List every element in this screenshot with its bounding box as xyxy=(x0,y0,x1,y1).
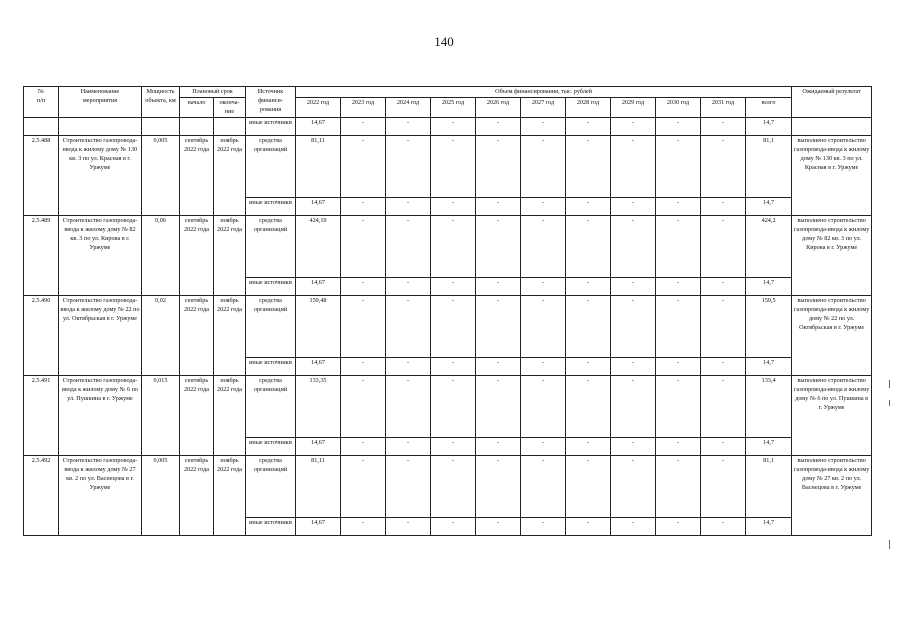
dash-cell: - xyxy=(611,517,656,535)
row-source-other: иные источники xyxy=(246,197,296,215)
row-total-other: 14,7 xyxy=(746,357,792,375)
dash-cell: - xyxy=(431,437,476,455)
dash-cell: - xyxy=(431,295,476,357)
dash-cell: - xyxy=(566,295,611,357)
row-result: выполнено строительство газопровода-ввода к жилому дому № 22 по ул. Октябрьская в г. Уржуме xyxy=(792,295,872,375)
row-value-2022: 81,11 xyxy=(296,135,341,197)
dash-cell: - xyxy=(431,277,476,295)
row-source-orgs: средства организаций xyxy=(246,215,296,277)
dash-cell: - xyxy=(521,375,566,437)
row-value-2022: 159,48 xyxy=(296,295,341,357)
row-source-orgs: средства организаций xyxy=(246,295,296,357)
dash-cell: - xyxy=(656,135,701,197)
dash-cell: - xyxy=(521,117,566,135)
dash-cell: - xyxy=(656,437,701,455)
dash-cell: - xyxy=(611,277,656,295)
header-year: 2029 год xyxy=(611,98,656,118)
table-row xyxy=(24,295,872,357)
row-end: ноябрь 2022 года xyxy=(214,215,246,295)
dash-cell: - xyxy=(521,277,566,295)
dash-cell: - xyxy=(611,197,656,215)
dash-cell: - xyxy=(386,517,431,535)
row-total: 81,1 xyxy=(746,135,792,197)
table-row-top xyxy=(24,117,872,135)
top-source: иные источники xyxy=(246,117,296,135)
dash-cell: - xyxy=(521,455,566,517)
dash-cell: - xyxy=(521,517,566,535)
dash-cell: - xyxy=(521,135,566,197)
header-year: 2023 год xyxy=(341,98,386,118)
dash-cell: - xyxy=(611,437,656,455)
dash-cell: - xyxy=(656,117,701,135)
dash-cell: - xyxy=(386,357,431,375)
dash-cell: - xyxy=(341,277,386,295)
dash-cell: - xyxy=(701,197,746,215)
dash-cell: - xyxy=(566,517,611,535)
dash-cell: - xyxy=(431,375,476,437)
row-name: Строительство газопровода-ввода к жилому дому № 82 кв. 3 по ул. Кирова в г. Уржуме xyxy=(59,215,142,295)
row-number: 2.5.488 xyxy=(24,135,59,215)
row-value-2022-other: 14,67 xyxy=(296,437,341,455)
dash-cell: - xyxy=(386,295,431,357)
dash-cell: - xyxy=(476,455,521,517)
header-start: начало xyxy=(180,98,214,118)
dash-cell: - xyxy=(476,295,521,357)
header-year: 2022 год xyxy=(296,98,341,118)
dash-cell: - xyxy=(701,357,746,375)
dash-cell: - xyxy=(476,517,521,535)
cell-empty xyxy=(214,117,246,135)
row-value-2022-other: 14,67 xyxy=(296,517,341,535)
dash-cell: - xyxy=(476,197,521,215)
dash-cell: - xyxy=(341,295,386,357)
cell-empty xyxy=(59,117,142,135)
dash-cell: - xyxy=(431,117,476,135)
dash-cell: - xyxy=(341,197,386,215)
dash-cell: - xyxy=(611,375,656,437)
row-name: Строительство газопровода-ввода к жилому дому № 130 кв. 3 по ул. Красная в г. Уржуме xyxy=(59,135,142,215)
dash-cell: - xyxy=(566,277,611,295)
header-period: Плановый срок xyxy=(180,87,246,98)
row-total-other: 14,7 xyxy=(746,437,792,455)
dash-cell: - xyxy=(566,197,611,215)
row-number: 2.5.492 xyxy=(24,455,59,535)
header-volume: Объем финансирования, тыс. рублей xyxy=(296,87,792,98)
dash-cell: - xyxy=(701,117,746,135)
header-year: 2031 год xyxy=(701,98,746,118)
dash-cell: - xyxy=(611,357,656,375)
row-source-orgs: средства организаций xyxy=(246,455,296,517)
row-number: 2.5.490 xyxy=(24,295,59,375)
scan-mark xyxy=(889,540,890,549)
table-row xyxy=(24,375,872,437)
page-number: 140 xyxy=(434,34,454,49)
row-total-other: 14,7 xyxy=(746,517,792,535)
row-name: Строительство газопровода-ввода к жилому дому № 22 по ул. Октябрьская в г. Уржуме xyxy=(59,295,142,375)
dash-cell: - xyxy=(431,215,476,277)
dash-cell: - xyxy=(611,215,656,277)
row-source-orgs: средства организаций xyxy=(246,375,296,437)
scan-mark xyxy=(889,400,890,406)
header-year: 2027 год xyxy=(521,98,566,118)
row-source-other: иные источники xyxy=(246,517,296,535)
dash-cell: - xyxy=(701,517,746,535)
dash-cell: - xyxy=(476,357,521,375)
row-source-other: иные источники xyxy=(246,437,296,455)
dash-cell: - xyxy=(656,455,701,517)
dash-cell: - xyxy=(476,437,521,455)
cell-empty xyxy=(792,117,872,135)
dash-cell: - xyxy=(611,117,656,135)
dash-cell: - xyxy=(341,437,386,455)
dash-cell: - xyxy=(431,455,476,517)
row-start: сентябрь 2022 года xyxy=(180,295,214,375)
financing-table xyxy=(23,86,872,536)
dash-cell: - xyxy=(701,375,746,437)
dash-cell: - xyxy=(341,117,386,135)
dash-cell: - xyxy=(521,197,566,215)
dash-cell: - xyxy=(521,215,566,277)
dash-cell: - xyxy=(611,295,656,357)
dash-cell: - xyxy=(476,135,521,197)
dash-cell: - xyxy=(611,135,656,197)
cell-empty xyxy=(180,117,214,135)
dash-cell: - xyxy=(386,215,431,277)
row-total: 424,2 xyxy=(746,215,792,277)
dash-cell: - xyxy=(566,437,611,455)
row-power: 0,06 xyxy=(142,215,180,295)
dash-cell: - xyxy=(701,437,746,455)
row-power: 0,005 xyxy=(142,135,180,215)
header-year: 2028 год xyxy=(566,98,611,118)
row-name: Строительство газопровода-ввода к жилому дому № 27 кв. 2 по ул. Васнецова в г. Уржуме xyxy=(59,455,142,535)
row-end: ноябрь 2022 года xyxy=(214,295,246,375)
row-power: 0,015 xyxy=(142,375,180,455)
dash-cell: - xyxy=(341,357,386,375)
row-end: ноябрь 2022 года xyxy=(214,135,246,215)
dash-cell: - xyxy=(476,277,521,295)
cell-empty xyxy=(142,117,180,135)
dash-cell: - xyxy=(656,197,701,215)
dash-cell: - xyxy=(386,375,431,437)
dash-cell: - xyxy=(566,117,611,135)
row-result: выполнено строительство газопровода-ввода к жилому дому № 130 кв. 3 по ул. Красная в г. Уржуме xyxy=(792,135,872,215)
dash-cell: - xyxy=(566,215,611,277)
row-result: выполнено строительство газопровода-ввода в жилому дому № 6 по ул. Пушкина в г. Уржуме xyxy=(792,375,872,455)
dash-cell: - xyxy=(701,295,746,357)
header-name: Наименование мероприятия xyxy=(59,87,142,118)
row-source-other: иные источники xyxy=(246,277,296,295)
dash-cell: - xyxy=(386,135,431,197)
header-sources: Источник финанси- рования xyxy=(246,87,296,118)
row-end: ноябрь 2022 года xyxy=(214,375,246,455)
row-end: ноябрь 2022 года xyxy=(214,455,246,535)
dash-cell: - xyxy=(656,357,701,375)
cell-empty xyxy=(24,117,59,135)
dash-cell: - xyxy=(431,357,476,375)
dash-cell: - xyxy=(341,135,386,197)
row-start: сентябрь 2022 года xyxy=(180,455,214,535)
row-value-2022: 424,19 xyxy=(296,215,341,277)
header-num: № п/п xyxy=(24,87,59,118)
dash-cell: - xyxy=(431,517,476,535)
table-row xyxy=(24,455,872,517)
dash-cell: - xyxy=(656,295,701,357)
dash-cell: - xyxy=(341,375,386,437)
row-total: 133,4 xyxy=(746,375,792,437)
top-value-2022: 14,67 xyxy=(296,117,341,135)
dash-cell: - xyxy=(386,197,431,215)
dash-cell: - xyxy=(656,215,701,277)
dash-cell: - xyxy=(341,517,386,535)
row-power: 0,02 xyxy=(142,295,180,375)
row-value-2022: 133,35 xyxy=(296,375,341,437)
row-value-2022-other: 14,67 xyxy=(296,197,341,215)
dash-cell: - xyxy=(386,455,431,517)
dash-cell: - xyxy=(656,375,701,437)
table-row xyxy=(24,215,872,277)
scan-mark xyxy=(889,380,890,388)
dash-cell: - xyxy=(431,197,476,215)
row-value-2022-other: 14,67 xyxy=(296,277,341,295)
row-start: сентябрь 2022 года xyxy=(180,215,214,295)
dash-cell: - xyxy=(476,215,521,277)
dash-cell: - xyxy=(521,357,566,375)
dash-cell: - xyxy=(521,437,566,455)
dash-cell: - xyxy=(656,517,701,535)
header-power: Мощность объекта, км xyxy=(142,87,180,118)
header-year: 2024 год xyxy=(386,98,431,118)
dash-cell: - xyxy=(566,135,611,197)
dash-cell: - xyxy=(386,437,431,455)
dash-cell: - xyxy=(386,277,431,295)
row-total: 81,1 xyxy=(746,455,792,517)
dash-cell: - xyxy=(701,135,746,197)
header-end: оконча- ние xyxy=(214,98,246,118)
dash-cell: - xyxy=(566,357,611,375)
row-source-other: иные источники xyxy=(246,357,296,375)
row-start: сентябрь 2022 года xyxy=(180,135,214,215)
table-row xyxy=(24,135,872,197)
row-power: 0,005 xyxy=(142,455,180,535)
dash-cell: - xyxy=(341,455,386,517)
dash-cell: - xyxy=(341,215,386,277)
dash-cell: - xyxy=(611,455,656,517)
dash-cell: - xyxy=(431,135,476,197)
header-year: 2026 год xyxy=(476,98,521,118)
dash-cell: - xyxy=(566,455,611,517)
row-total-other: 14,7 xyxy=(746,277,792,295)
header-total: всего xyxy=(746,98,792,118)
dash-cell: - xyxy=(701,277,746,295)
dash-cell: - xyxy=(701,455,746,517)
dash-cell: - xyxy=(386,117,431,135)
header-year: 2025 год xyxy=(431,98,476,118)
row-total-other: 14,7 xyxy=(746,197,792,215)
header-row-1 xyxy=(24,87,872,98)
top-total: 14,7 xyxy=(746,117,792,135)
dash-cell: - xyxy=(476,117,521,135)
row-start: сентябрь 2022 года xyxy=(180,375,214,455)
row-number: 2.5.491 xyxy=(24,375,59,455)
header-year: 2030 год xyxy=(656,98,701,118)
dash-cell: - xyxy=(701,215,746,277)
row-result: выполнено строительство газопровода-ввода к жилому дому № 82 кв. 3 по ул. Кирова в г. Уржуме xyxy=(792,215,872,295)
dash-cell: - xyxy=(656,277,701,295)
dash-cell: - xyxy=(521,295,566,357)
row-number: 2.5.489 xyxy=(24,215,59,295)
row-value-2022-other: 14,67 xyxy=(296,357,341,375)
row-name: Строительство газопровода-ввода к жилому дому № 6 по ул. Пушкина в г. Уржуме xyxy=(59,375,142,455)
row-result: выполнено строительство газопровода-ввода к жилому дому № 27 кв. 2 по ул. Васнецова в г. Уржуме xyxy=(792,455,872,535)
row-value-2022: 81,11 xyxy=(296,455,341,517)
header-result: Ожидаемый результат xyxy=(792,87,872,118)
row-source-orgs: средства организаций xyxy=(246,135,296,197)
dash-cell: - xyxy=(476,375,521,437)
dash-cell: - xyxy=(566,375,611,437)
row-total: 159,5 xyxy=(746,295,792,357)
